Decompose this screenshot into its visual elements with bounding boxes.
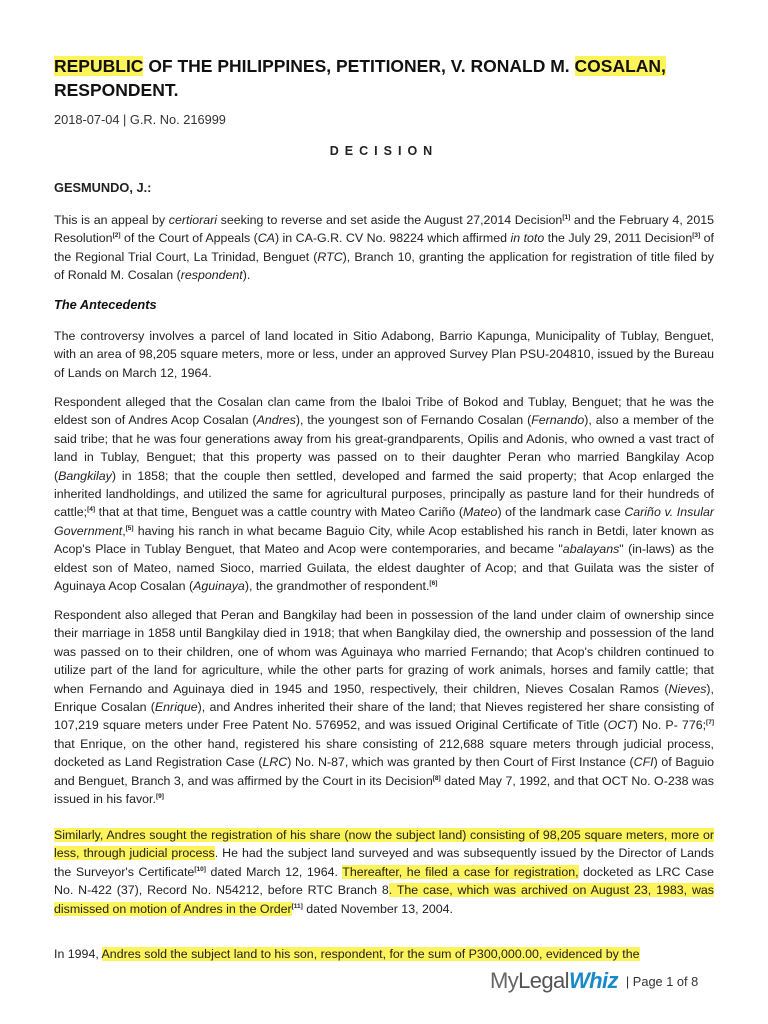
highlight: Similarly, Andres sought the registration of his share (now the subject land) consisting of 98,205 square meters, more or less, through judicial process	[54, 828, 714, 861]
footnote-ref[interactable]: [11]	[291, 902, 303, 910]
footnote-ref[interactable]: [4]	[87, 506, 96, 514]
footnote-ref[interactable]: [3]	[692, 232, 701, 240]
footnote-ref[interactable]: [7]	[706, 719, 714, 727]
footnote-ref[interactable]: [10]	[194, 865, 206, 873]
ponente: GESMUNDO, J.:	[54, 180, 152, 195]
highlight: Andres sold the subject land to his son, respondent, for the sum of P300,000.00, evidenced by the	[101, 947, 640, 961]
paragraph-6: In 1994, Andres sold the subject land to his son, respondent, for the sum of P300,000.00, evidenced by the	[54, 947, 640, 961]
paragraph-1: This is an appeal by certiorari seeking to reverse and set aside the August 27,2014 Decision[1] and the February 4, 2015 Resolution[2] of the Court of Appeals (CA) in CA-G.R. CV No. 98224 which affirmed in toto the July 29, 2011 Decision[3] of the Regional Trial Court, La Trinidad, Benguet (RTC), Branch 10, granting the application for registration of title filed by of Ronald M. Cosalan (respondent).	[54, 213, 714, 283]
paragraph-4: Respondent also alleged that Peran and Bangkilay had been in possession of the land under claim of ownership since their marriage in 1858 until Bangkilay died in 1918; that when Bangkilay died, the ownership and possession of the land was passed on to their children, one of whom was Aguinaya who married Fernando; that Acop's children continued to utilize part of the land for agriculture, while the other parts for grazing of work animals, horses and family cattle; that when Fernando and Aguinaya died in 1945 and 1950, respectively, their children, Nieves Cosalan Ramos (Nieves), Enrique Cosalan (Enrique), and Andres inherited their share of the land; that Nieves registered her share consisting of 107,219 square meters under Free Patent No. 576952, and was issued Original Certificate of Title (OCT) No. P- 776;[7] that Enrique, on the other hand, registered his share consisting of 212,688 square meters through judicial process, docketed as Land Registration Case (LRC) No. N-87, which was granted by then Court of First Instance (CFI) of Baguio and Benguet, Branch 3, and was affirmed by the Court in its Decision[8] dated May 7, 1992, and that OCT No. O-238 was issued in his favor.[9]	[54, 608, 714, 807]
page-footer	[490, 964, 750, 998]
highlight: COSALAN,	[574, 56, 666, 76]
paragraph-3: Respondent alleged that the Cosalan clan came from the Ibaloi Tribe of Bokod and Tublay, Benguet; that he was the eldest son of Andres Acop Cosalan (Andres), the youngest son of Fernando Cosalan (Fernando), also a member of the said tribe; that he was four generations away from his great-grandparents, Opilis and Adonis, who owned a vast tract of land in Tublay, Benguet; that this property was passed on to their daughter Peran who married Bangkilay Acop (Bangkilay) in 1858; that the couple then settled, developed and farmed the said property; that Acop enlarged the inherited landholdings, and utilized the same for agricultural purposes, principally as pasture land for their hundreds of cattle;[4] that at that time, Benguet was a cattle country with Mateo Cariño (Mateo) of the landmark case Cariño v. Insular Government,[5] having his ranch in what became Baguio City, while Acop established his ranch in Betdi, later known as Acop's Place in Tublay Benguet, that Mateo and Acop were contemporaries, and became "abalayans" (in-laws) as the eldest son of Mateo, named Sioco, married Guilata, the eldest daughter of Acop; and that Guilata was the sister of Aguinaya Acop Cosalan (Aguinaya), the grandmother of respondent.[6]	[54, 395, 715, 594]
footnote-ref[interactable]: [8]	[432, 774, 441, 782]
section-heading: The Antecedents	[54, 297, 157, 312]
paragraph-5: Similarly, Andres sought the registration of his share (now the subject land) consisting of 98,205 square meters, more or less, through judicial process. He had the subject land surveyed and was subsequently issued by the Director of Lands the Surveyor's Certificate[10] dated March 12, 1964. Thereafter, he filed a case for registration, docketed as LRC Case No. N-422 (37), Record No. N54212, before RTC Branch 8. The case, which was archived on August 23, 1983, was dismissed on motion of Andres in the Order[11] dated November 13, 2004.	[54, 828, 715, 916]
paragraph-2: The controversy involves a parcel of land located in Sitio Adabong, Barrio Kapunga, Municipality of Tublay, Benguet, with an area of 98,205 square meters, more or less, under an approved Survey Plan PSU-204810, issued by the Bureau of Lands on March 12, 1964.	[54, 329, 714, 380]
highlight: REPUBLIC	[54, 56, 144, 76]
case-title: REPUBLIC OF THE PHILIPPINES, PETITIONER, V. RONALD M. COSALAN, RESPONDENT.	[54, 56, 666, 100]
footnote-ref[interactable]: [6]	[429, 580, 438, 588]
footnote-ref[interactable]: [5]	[125, 524, 134, 532]
footnote-ref[interactable]: [2]	[112, 232, 121, 240]
case-meta: 2018-07-04 | G.R. No. 216999	[54, 112, 226, 127]
footnote-ref[interactable]: [1]	[562, 214, 571, 221]
mylegalwhiz-logo[interactable]: MyLegalWhiz	[490, 968, 618, 993]
decision-heading: DECISION	[329, 144, 439, 158]
highlight: Thereafter, he filed a case for registration,	[342, 864, 579, 879]
highlight: . The case, which was archived on August 23, 1983, was dismissed on motion of Andres in the Order	[54, 883, 714, 916]
page-indicator: | Page 1 of 8	[625, 973, 699, 989]
footnote-ref[interactable]: [9]	[155, 793, 164, 801]
